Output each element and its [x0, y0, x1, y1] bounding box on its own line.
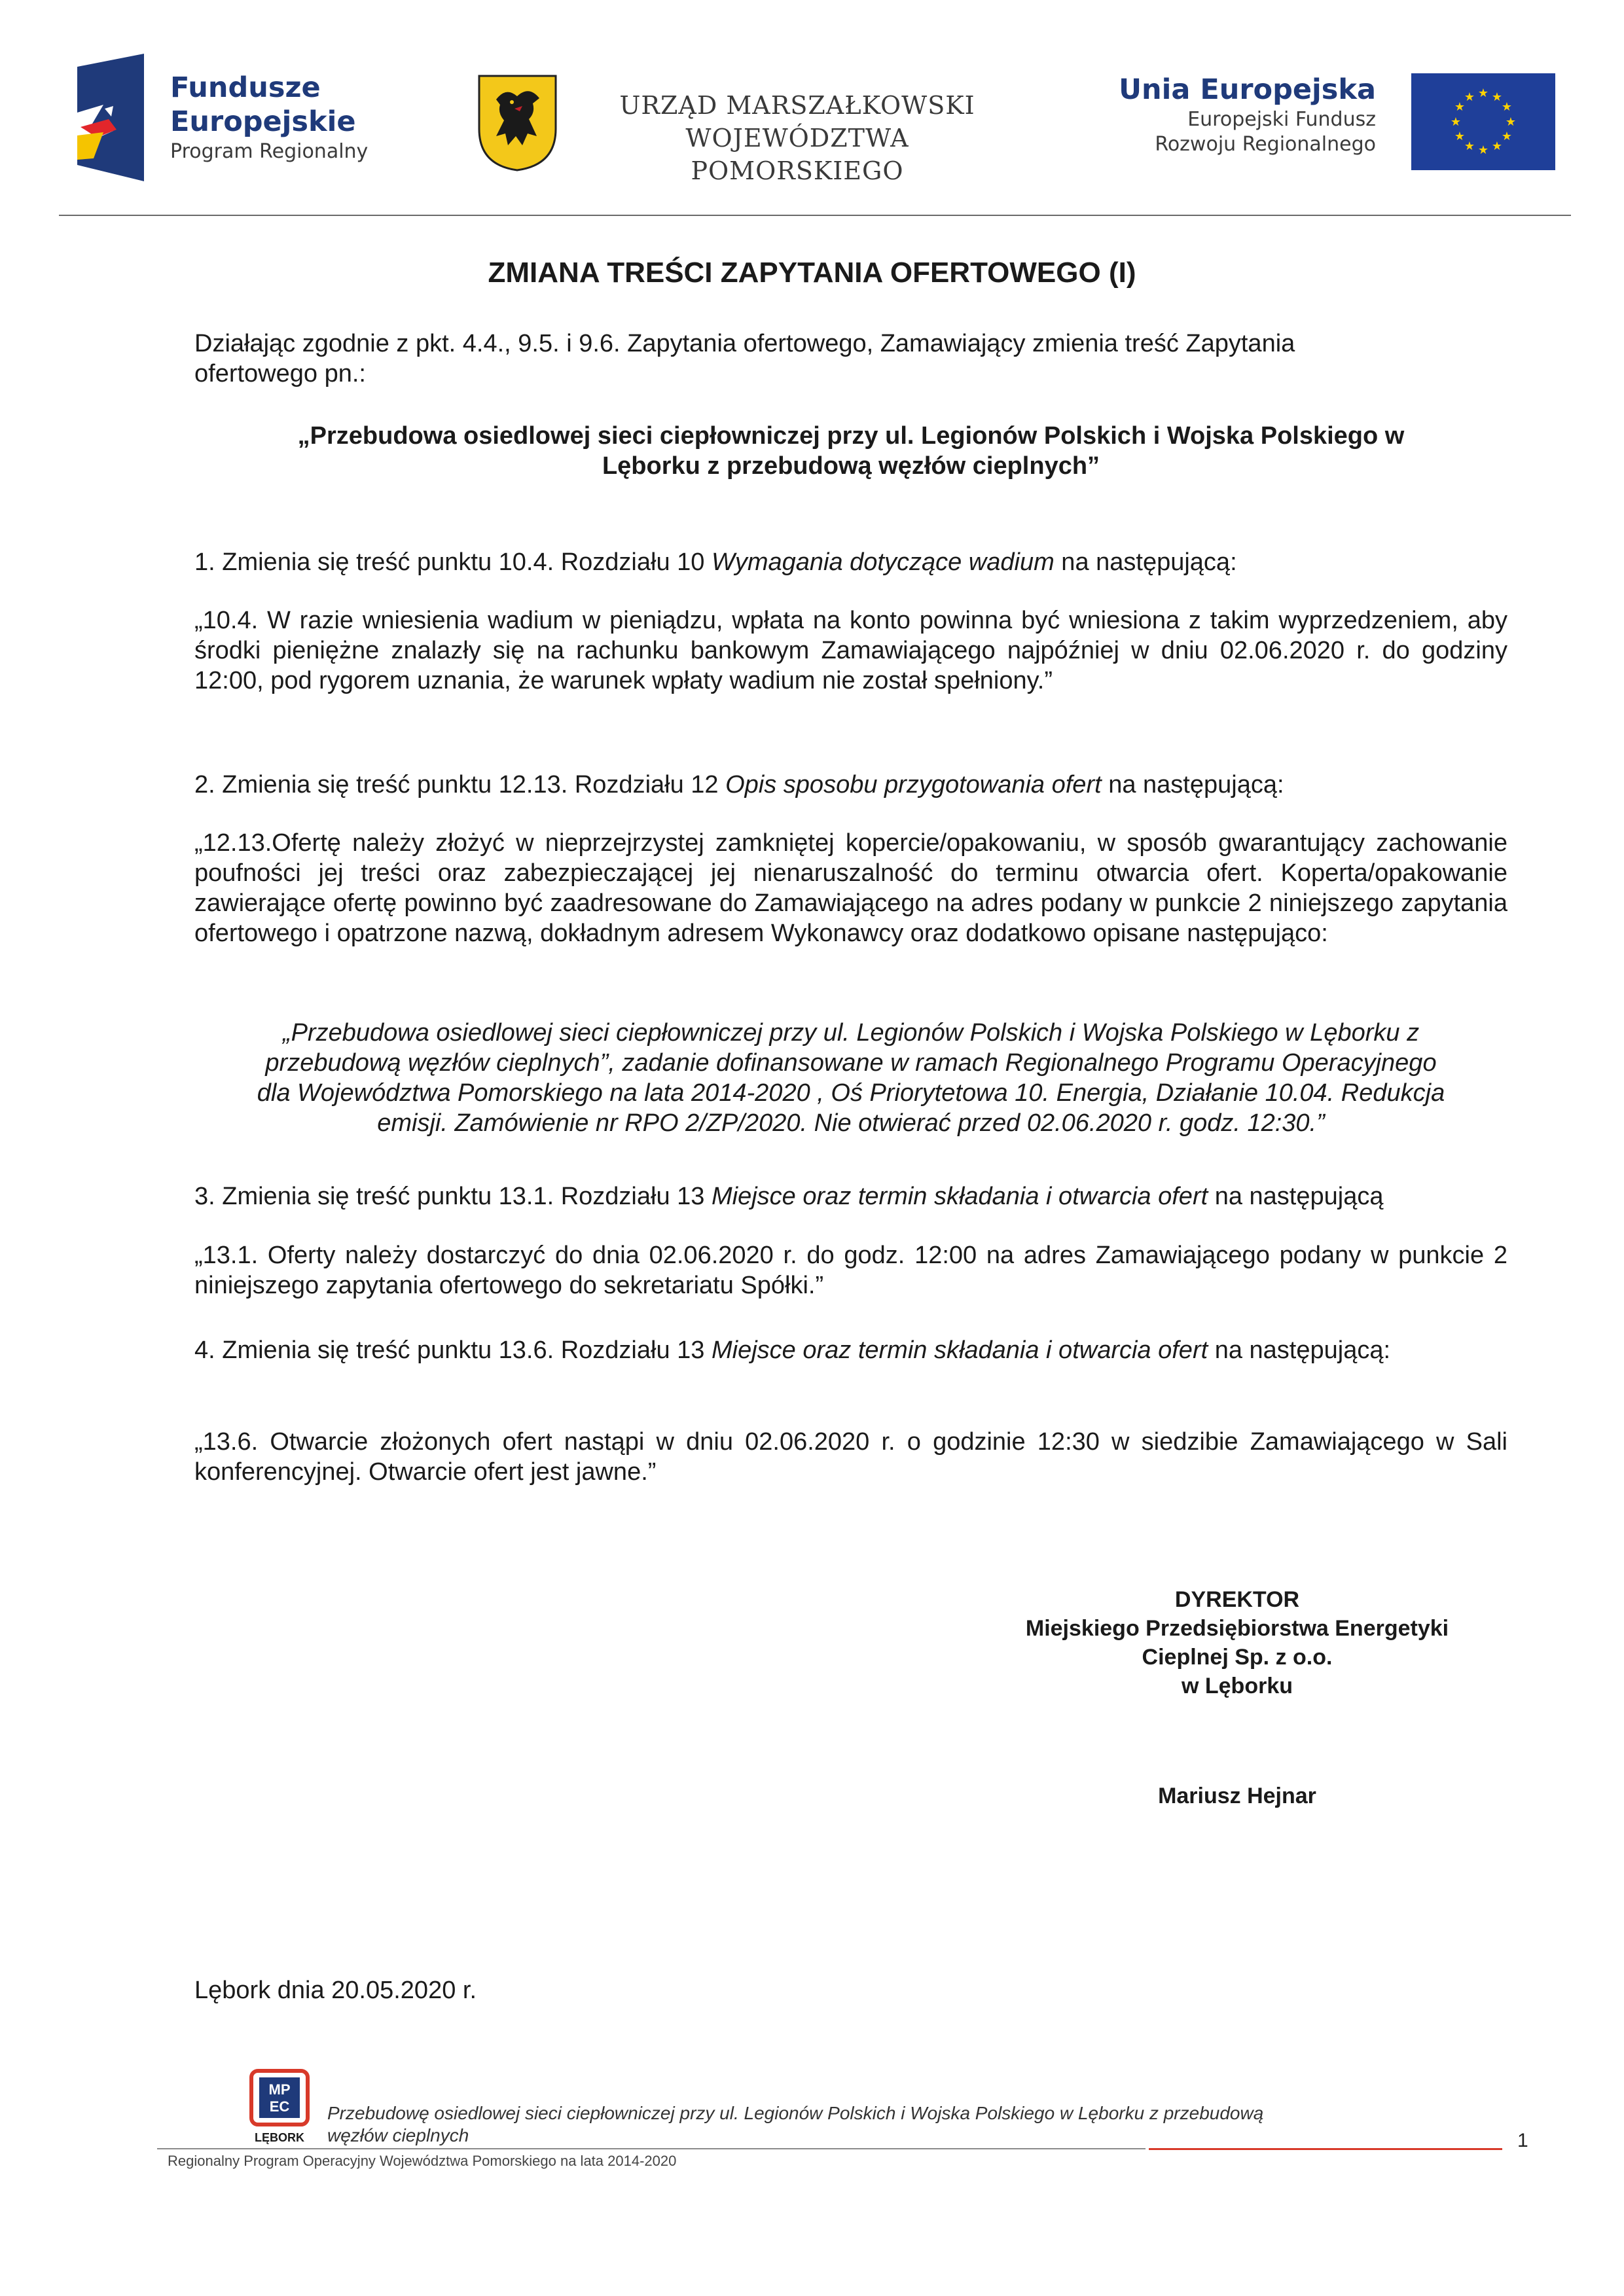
- change4-heading: [194, 1335, 1507, 1365]
- intro-paragraph: [194, 329, 1507, 389]
- change4-prefix: 4. Zmienia się treść punktu 13.6. Rozdziału 13: [194, 1336, 712, 1364]
- envelope-line3: dla Województwa Pomorskiego na lata 2014-2020 , Oś Priorytetowa 10. Energia, Działanie 10.04. Redukcja: [257, 1079, 1445, 1107]
- svg-text:★: ★: [1477, 143, 1489, 157]
- fe-logo-line1: Fundusze: [170, 71, 321, 104]
- svg-text:★: ★: [1505, 115, 1517, 129]
- signatory-name: Mariusz Hejnar: [1158, 1784, 1316, 1808]
- svg-text:★: ★: [1477, 86, 1489, 100]
- eu-logo-line2: Europejski Fundusz: [1187, 108, 1376, 131]
- change3-section-name: Miejsce oraz termin składania i otwarcia ofert: [711, 1183, 1208, 1210]
- project-line1: „Przebudowa osiedlowej sieci ciepłowniczej przy ul. Legionów Polskich i Wojska Polskiego w: [297, 422, 1405, 450]
- page-number: 1: [1517, 2130, 1528, 2151]
- change2-section-name: Opis sposobu przygotowania ofert: [725, 771, 1102, 798]
- change1-prefix: 1. Zmienia się treść punktu 10.4. Rozdziału 10: [194, 548, 712, 576]
- document-title: ZMIANA TREŚCI ZAPYTANIA OFERTOWEGO (I): [488, 257, 1136, 289]
- intro-line1: Działając zgodnie z pkt. 4.4., 9.5. i 9.6. Zapytania ofertowego, Zamawiający zmienia treść Zapytania: [194, 330, 1295, 357]
- change2-prefix: 2. Zmienia się treść punktu 12.13. Rozdziału 12: [194, 771, 726, 798]
- change4-quote: „13.6. Otwarcie złożonych ofert nastąpi w dniu 02.06.2020 r. o godzinie 12:30 w siedzibie Zamawiającego w Sali konferencyjnej. Otwarcie ofert jest jawne.”: [194, 1428, 1507, 1486]
- change3-suffix: na następującą: [1208, 1183, 1384, 1210]
- signature-company-line2: Cieplnej Sp. z o.o.: [1142, 1645, 1333, 1670]
- urzad-marszalkowski-logo-text: [581, 89, 1013, 187]
- eu-logo-line1: Unia Europejska: [1119, 73, 1376, 106]
- mpec-logo-city: LĘBORK: [255, 2131, 304, 2144]
- change1-suffix: na następującą:: [1054, 548, 1237, 576]
- signature-company-line1: Miejskiego Przedsiębiorstwa Energetyki: [1025, 1616, 1449, 1641]
- footer-line1: Przebudowę osiedlowej sieci ciepłowniczej przy ul. Legionów Polskich i Wojska Polskiego w Lęborku z przebudową: [327, 2103, 1264, 2123]
- envelope-inscription: [194, 1018, 1507, 1138]
- mpec-logo-mp: MP: [268, 2081, 291, 2098]
- svg-text:★: ★: [1464, 139, 1475, 153]
- project-name: [194, 421, 1507, 481]
- change3-quote: „13.1. Oferty należy dostarczyć do dnia 02.06.2020 r. do godz. 12:00 na adres Zamawiającego podany w punkcie 2 niniejszego zapytania ofertowego do sekretariatu Spółki.”: [194, 1242, 1507, 1299]
- eu-logo-line3: Rozwoju Regionalnego: [1155, 133, 1376, 156]
- fundusze-europejskie-logo-mark: [77, 54, 144, 181]
- envelope-line1: „Przebudowa osiedlowej sieci ciepłowniczej przy ul. Legionów Polskich i Wojska Polskiego w Lęborku z: [282, 1019, 1420, 1047]
- svg-text:★: ★: [1450, 115, 1462, 129]
- fe-logo-line3: Program Regionalny: [170, 140, 369, 163]
- signature-company-line3: w Lęborku: [1181, 1674, 1293, 1698]
- project-line2: Lęborku z przebudową węzłów cieplnych”: [602, 452, 1100, 480]
- um-logo-line1: URZĄD MARSZAŁKOWSKI: [619, 91, 975, 120]
- footer-line2: węzłów cieplnych: [327, 2125, 469, 2145]
- change2-heading: [194, 770, 1507, 800]
- fe-logo-line2: Europejskie: [170, 105, 356, 138]
- mpec-lebork-logo: [244, 2068, 316, 2145]
- change1-quote: „10.4. W razie wniesienia wadium w pieniądzu, wpłata na konto powinna być wniesiona z takim wyprzedzeniem, aby środki pieniężne znalazły się na rachunku bankowym Zamawiającego najpóźniej w dniu 02.06.2020 r. do godziny 12:00, pod rygorem uznania, że warunek wpłaty wadium nie został spełniony.”: [194, 607, 1507, 694]
- change1-section-name: Wymagania dotyczące wadium: [711, 548, 1055, 576]
- footer-project-text: [327, 2102, 1479, 2147]
- place-and-date: Lębork dnia 20.05.2020 r.: [194, 1977, 477, 2004]
- pomorskie-crest-icon: [477, 73, 558, 171]
- unia-europejska-logo-text: [1047, 72, 1376, 157]
- change2-suffix: na następującą:: [1101, 771, 1284, 798]
- fundusze-europejskie-logo-text: [170, 71, 368, 165]
- change3-heading: [194, 1181, 1507, 1211]
- change2-quote: „12.13.Ofertę należy złożyć w nieprzejrzystej zamkniętej kopercie/opakowaniu, w sposób gwarantujący zachowanie poufności jej treści oraz zabezpieczającej jej nienaruszalność do terminu otwarcia ofert. Koperta/opakowanie zawierające ofertę powinno być zaadresowane do Zamawiającego na adres podany w punkcie 2 niniejszego zapytania ofertowego i opatrzone nazwą, dokładnym adresem Wykonawcy oraz dodatkowo opisane następująco:: [194, 829, 1507, 947]
- intro-line2: ofertowego pn.:: [194, 360, 366, 387]
- envelope-line4: emisji. Zamówienie nr RPO 2/ZP/2020. Nie otwierać przed 02.06.2020 r. godz. 12:30.”: [377, 1109, 1325, 1137]
- footer-divider-grey: [157, 2148, 1146, 2149]
- mpec-logo-ec: EC: [269, 2098, 290, 2115]
- signature-block: [982, 1585, 1492, 1700]
- svg-text:★: ★: [1454, 130, 1466, 143]
- change4-section-name: Miejsce oraz termin składania i otwarcia ofert: [711, 1336, 1208, 1364]
- svg-text:★: ★: [1464, 90, 1475, 104]
- change4-suffix: na następującą:: [1208, 1336, 1391, 1364]
- change1-heading: [194, 547, 1507, 577]
- footer-divider-red: [1149, 2148, 1502, 2150]
- svg-text:★: ★: [1491, 90, 1503, 104]
- header-divider: [59, 215, 1571, 216]
- um-logo-line2: WOJEWÓDZTWA POMORSKIEGO: [685, 124, 909, 185]
- footer-program-text: Regionalny Program Operacyjny Województwa Pomorskiego na lata 2014-2020: [168, 2153, 677, 2169]
- svg-text:★: ★: [1454, 100, 1466, 114]
- svg-text:★: ★: [1491, 139, 1503, 153]
- svg-text:★: ★: [1501, 100, 1513, 114]
- svg-text:★: ★: [1501, 130, 1513, 143]
- change3-prefix: 3. Zmienia się treść punktu 13.1. Rozdziału 13: [194, 1183, 712, 1210]
- eu-flag-icon: [1411, 73, 1555, 170]
- signature-title: DYREKTOR: [1174, 1587, 1300, 1612]
- envelope-line2: przebudową węzłów cieplnych”, zadanie dofinansowane w ramach Regionalnego Programu Operacyjnego: [265, 1049, 1437, 1077]
